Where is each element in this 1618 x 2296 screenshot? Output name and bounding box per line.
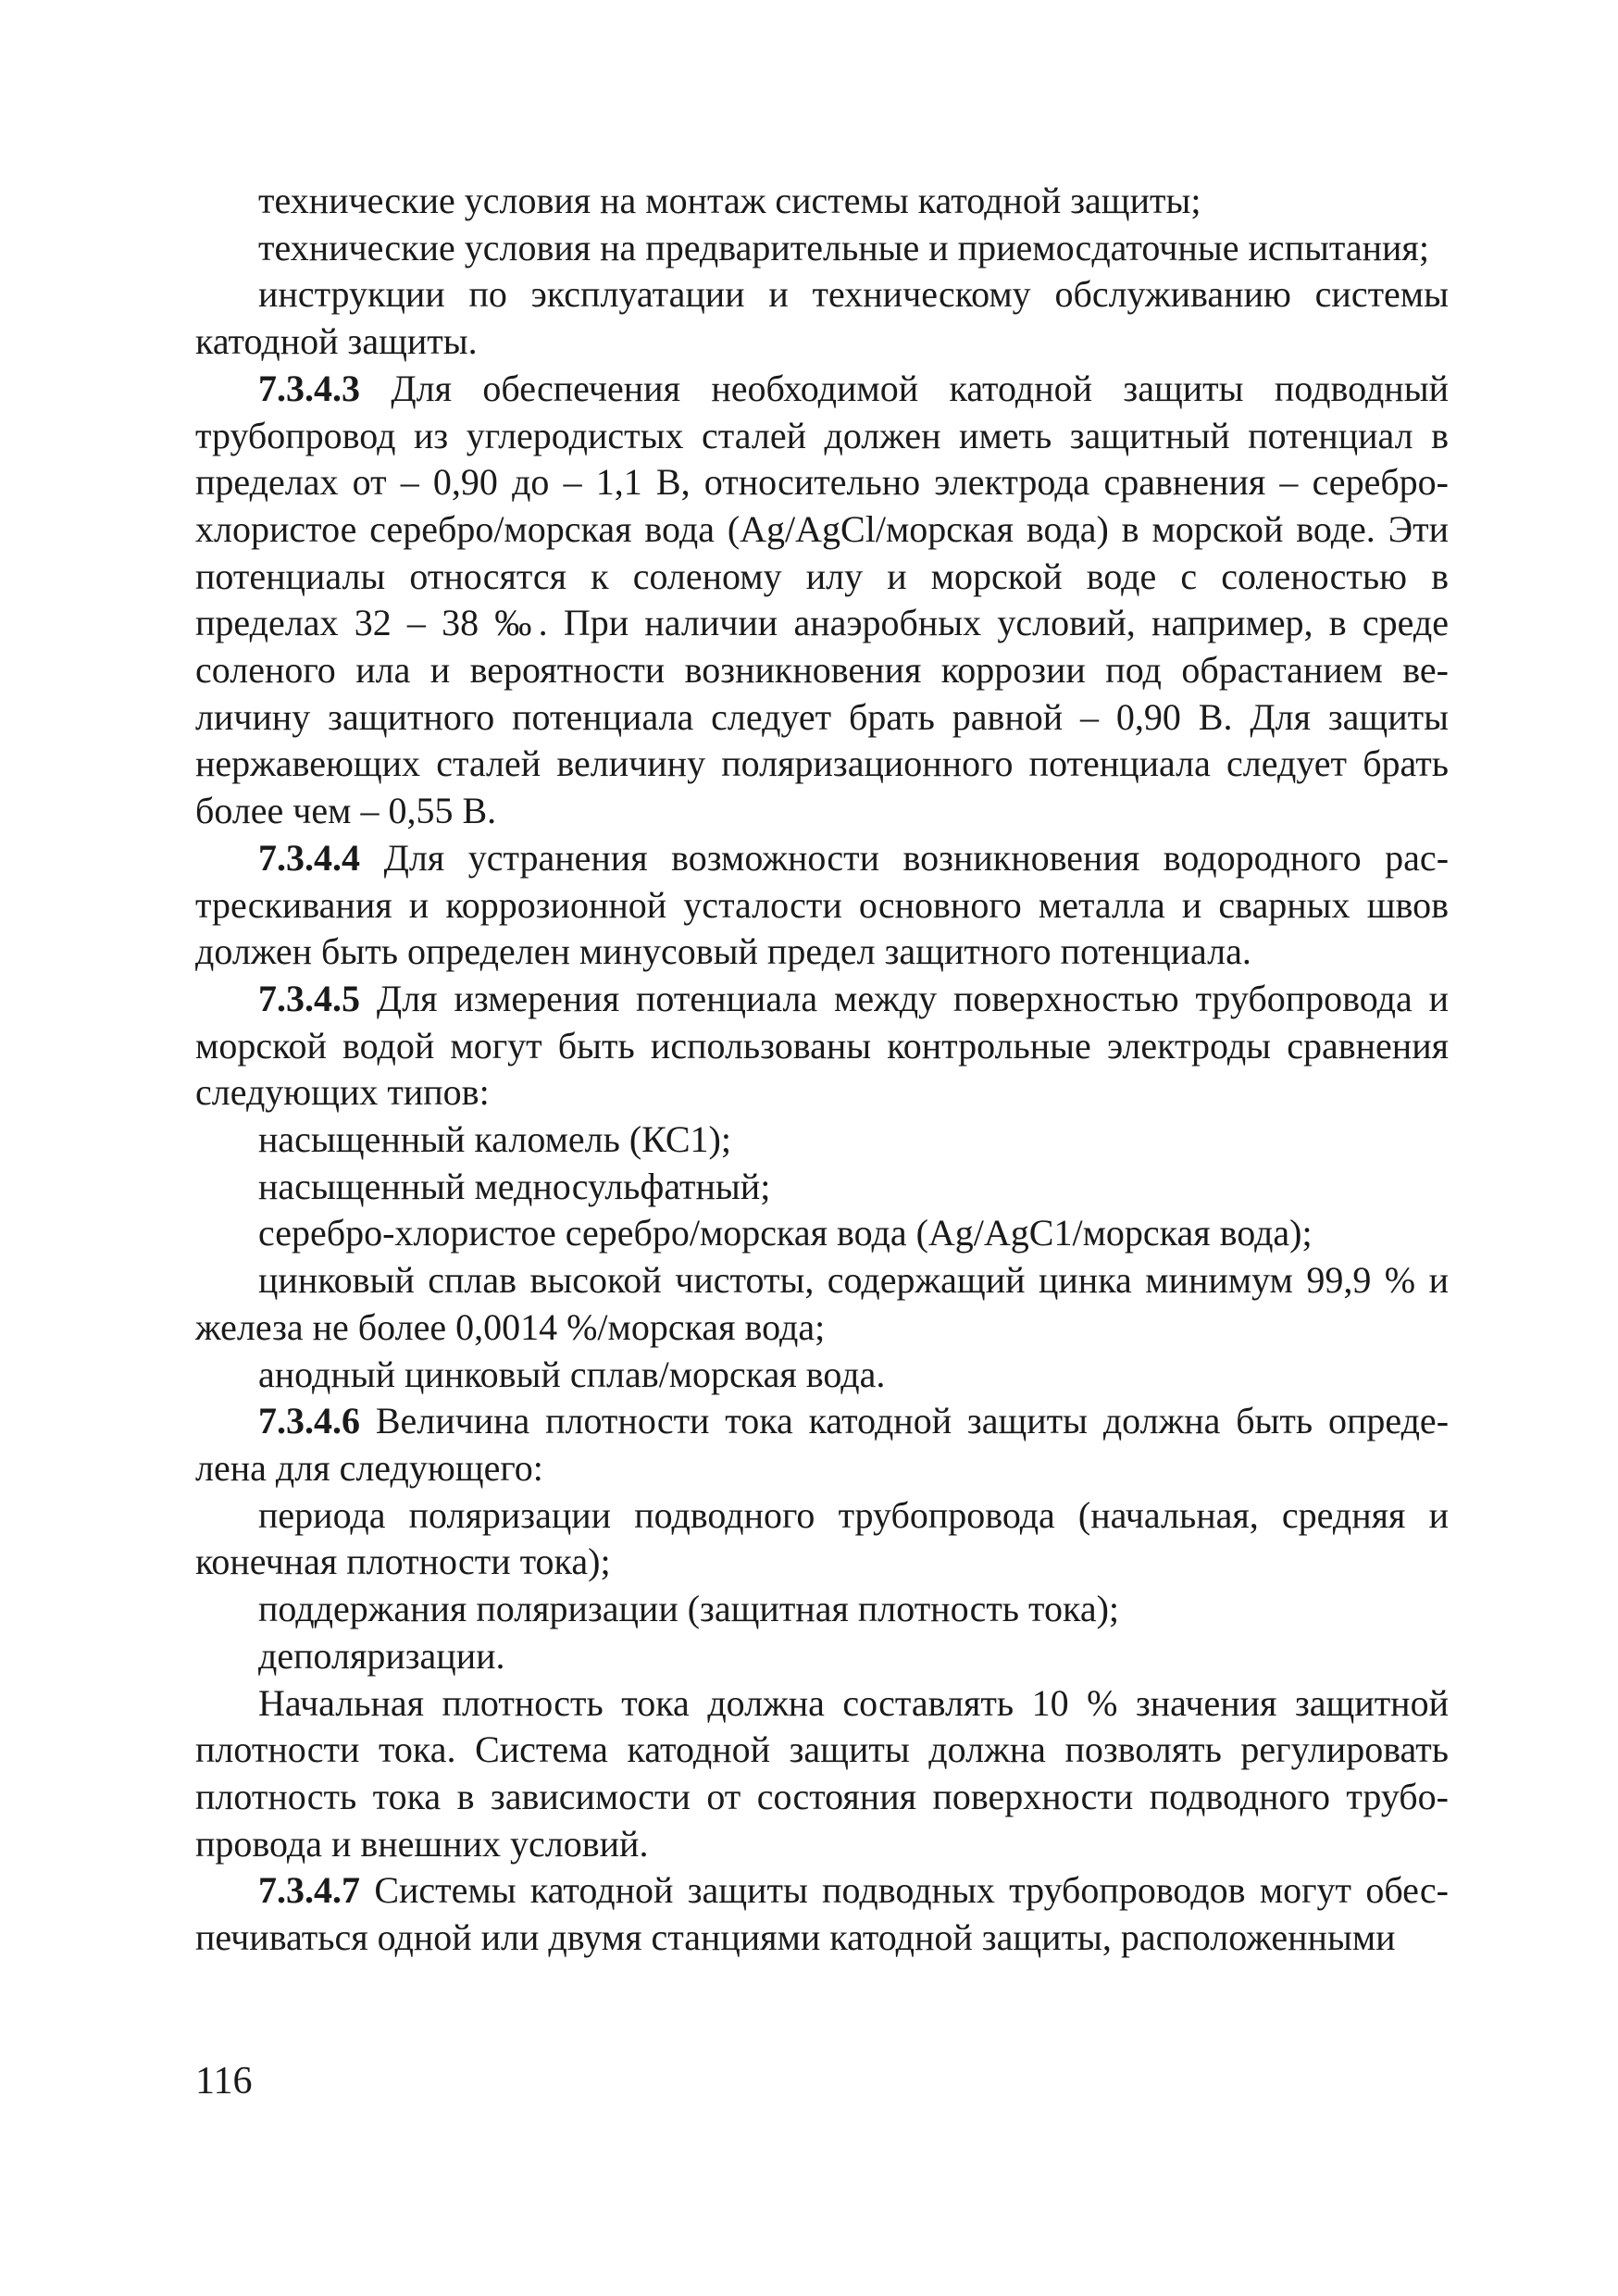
list-item: насыщенный каломель (КС1); [258,1118,731,1161]
paragraph: 7.3.4.3 Для обеспечения необходимой катодной защиты подводный трубопровод из углеродистых сталей должен иметь защитный потенциал в пределах от – 0,90 до – 1,1 В, относительно электрода сравнения – сереброхлористое серебро/морская вода (Ag/AgCl/морская вода) в морской воде. Эти потенциалы относятся к соленому илу и морской воде с соленостью в пределах 32 – 38 ‰. При наличии анаэробных условий, например, в среде соленого ила и вероятности возникновения коррозии под обрастанием величину защитного потенциала следует брать равной – 0,90 В. Для защиты нержавеющих сталей величину поляризационного потенциала следует брать более чем – 0,55 В. [195,367,1449,832]
section-number: 7.3.4.4 [258,836,360,879]
paragraph: инструкции по эксплуатации и техническому обслуживанию системы катодной защиты. [195,273,1449,363]
paragraph: 7.3.4.7 Системы катодной защиты подводных трубопроводов могут обеспечиваться одной или двумя станциями катодной защиты, расположенными [195,1869,1449,1959]
section-number: 7.3.4.7 [258,1869,360,1912]
paragraph: технические условия на монтаж системы катодной защиты; [258,180,1201,221]
list-item: поддержания поляризации (защитная плотность тока); [258,1588,1120,1630]
list-item: анодный цинковый сплав/морская вода. [258,1353,886,1395]
section-number: 7.3.4.3 [258,367,360,409]
list-item: периода поляризации подводного трубопровода (начальная, средняя и конечная плотности тока); [195,1493,1449,1583]
list-item: насыщенный медносульфатный; [258,1165,771,1207]
paragraph: 7.3.4.6 Величина плотности тока катодной защиты должна быть определена для следующего: [195,1400,1450,1489]
body-text [195,178,1449,1962]
page-number: 116 [195,2060,253,2103]
section-number: 7.3.4.5 [258,977,360,1019]
paragraph: технические условия на предварительные и приемосдаточные испытания; [258,226,1429,268]
list-item: деполяризации. [258,1634,505,1677]
section-number: 7.3.4.6 [258,1400,360,1442]
paragraph: 7.3.4.5 Для измерения потенциала между поверхностью трубопровода и морской водой могут быть использованы контрольные электроды сравнения следующих типов: [195,977,1450,1114]
list-item: серебро-хлористое серебро/морская вода (Ag/AgC1/морская вода); [258,1212,1313,1254]
paragraph: Начальная плотность тока должна составлять 10 % значения защитной плотности тока. Система катодной защиты должна позволять регулировать плотность тока в зависимости от состояния поверхности подводного трубопровода и внешних условий. [195,1681,1449,1865]
list-item: цинковый сплав высокой чистоты, содержащий цинка минимум 99,9 % и железа не более 0,0014 %/морская вода; [195,1259,1449,1348]
paragraph: 7.3.4.4 Для устранения возможности возникновения водородного растрескивания и коррозионной усталости основного металла и сварных швов должен быть определен минусовый предел защитного потенциала. [195,836,1450,973]
